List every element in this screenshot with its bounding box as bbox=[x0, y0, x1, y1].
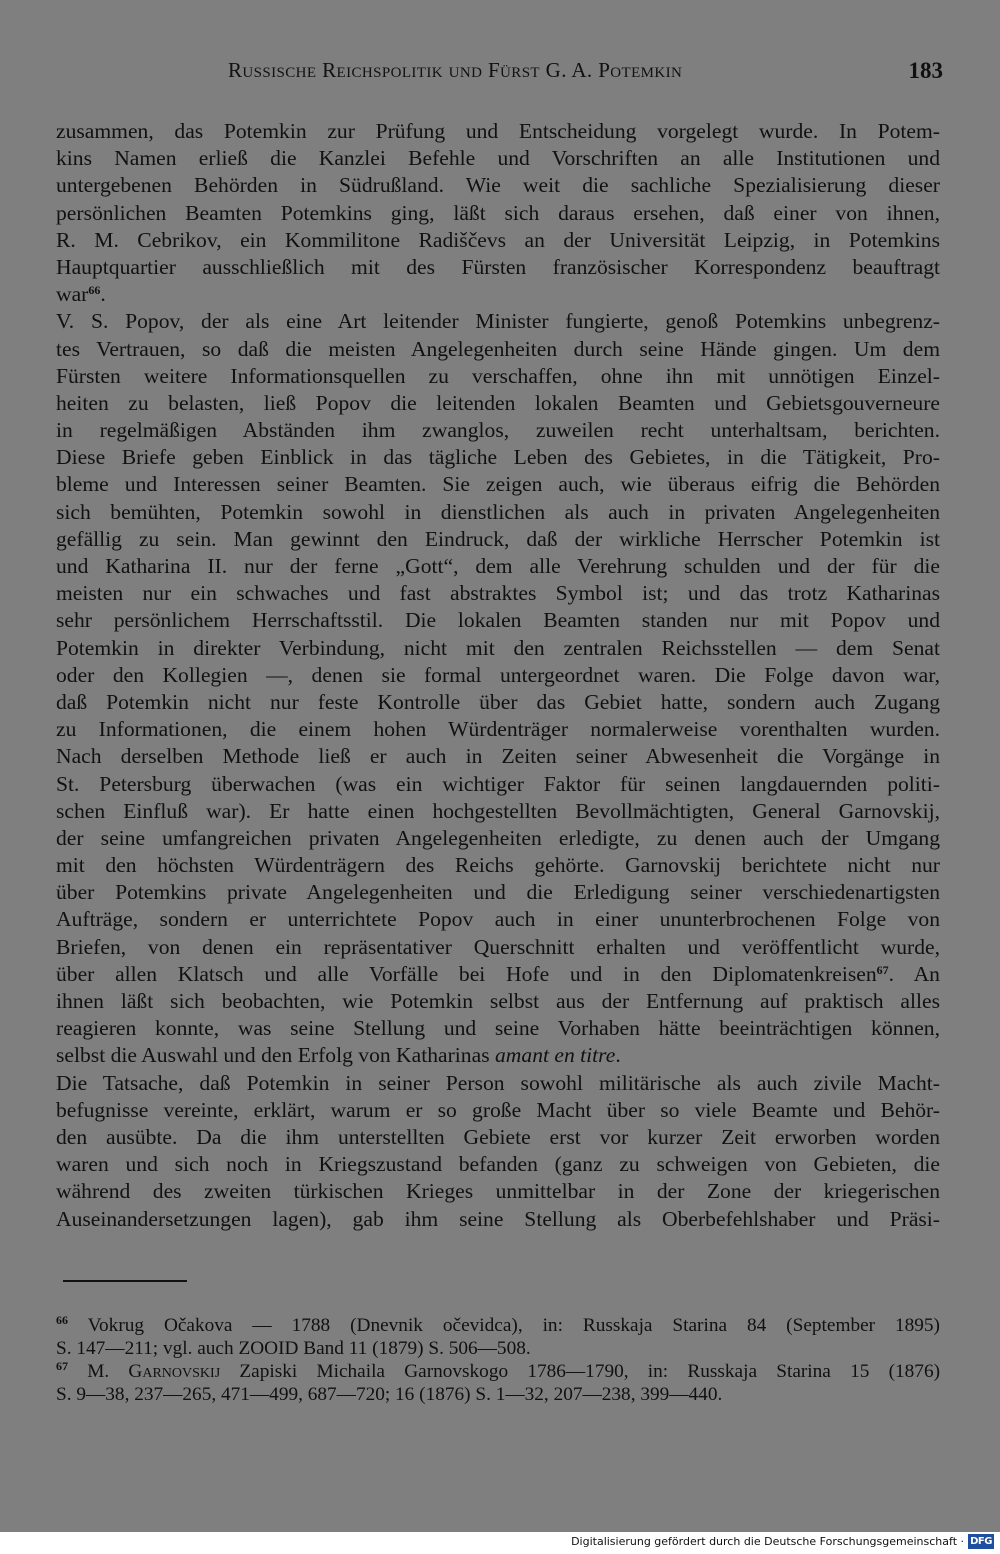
text-line: waren und sich noch in Kriegszustand befanden (ganz zu schweigen von Gebieten, die bbox=[56, 1152, 940, 1177]
text-segment: über allen Klatsch und alle Vorfälle bei Hofe und in den Diplomatenkreisen bbox=[56, 961, 877, 986]
funding-credit: Digitalisierung gefördert durch die Deutsche Forschungsgemeinschaft · bbox=[571, 1535, 964, 1548]
text-line: meisten nur ein schwaches und fast abstraktes Symbol ist; und das trotz Katharinas bbox=[56, 581, 940, 606]
page-number: 183 bbox=[908, 58, 943, 83]
text-line: kins Namen erließ die Kanzlei Befehle und Vorschriften an alle Institutionen und bbox=[56, 146, 940, 171]
running-head bbox=[228, 58, 943, 88]
dfg-logo: DFG bbox=[968, 1534, 994, 1549]
footnotes bbox=[56, 1314, 940, 1406]
footnote-text: Zapiski Michaila Garnovskogo 1786—1790, in: Russkaja Starina 15 (1876) bbox=[220, 1361, 941, 1382]
text-line: Nach derselben Methode ließ er auch in Zeiten seiner Abwesenheit die Vorgänge in bbox=[56, 744, 940, 769]
footnote-marker: 67 bbox=[876, 962, 889, 977]
text-line: während des zweiten türkischen Krieges unmittelbar in der Zone der kriegerischen bbox=[56, 1179, 940, 1204]
text-line bbox=[56, 281, 940, 308]
text-line: den ausübte. Da die ihm unterstellten Gebiete erst vor kurzer Zeit erworben worden bbox=[56, 1124, 940, 1149]
text-segment: . bbox=[615, 1043, 621, 1068]
text-line: ihnen läßt sich beobachten, wie Potemkin selbst aus der Entfernung auf praktisch alles bbox=[56, 989, 940, 1013]
text-line: mit den höchsten Würdenträgern des Reichs gehörte. Garnovskij berichtete nicht nur bbox=[56, 853, 940, 878]
footnote-text: Vokrug Očakova — 1788 (Dnevnik očevidca), in: Russkaja Starina 84 (September 1895) bbox=[87, 1315, 940, 1336]
text-segment: war bbox=[56, 282, 89, 307]
text-line: R. M. Cebrikov, ein Kommilitone Radiščevs an der Universität Leipzig, in Potemkins bbox=[56, 227, 940, 252]
text-line: Potemkin in direkter Verbindung, nicht mit den zentralen Reichsstellen — dem Senat bbox=[56, 635, 940, 660]
body-text bbox=[56, 118, 940, 1233]
text-line: in regelmäßigen Abständen ihm zwanglos, zuweilen recht unterhaltsam, berichten. bbox=[56, 418, 940, 443]
text-line: daß Potemkin nicht nur feste Kontrolle über das Gebiet hatte, sondern auch Zugang bbox=[56, 689, 940, 714]
text-line: tes Vertrauen, so daß die meisten Angelegenheiten durch seine Hände gingen. Um dem bbox=[56, 336, 940, 361]
viewer-footer bbox=[0, 1532, 1000, 1554]
running-title: Russische Reichspolitik und Fürst G. A. Potemkin bbox=[228, 58, 683, 82]
text-line bbox=[56, 1042, 940, 1069]
footnote-66-line: S. 147—211; vgl. auch ZOOID Band 11 (1879) S. 506—508. bbox=[56, 1338, 531, 1359]
text-line: zusammen, das Potemkin zur Prüfung und Entscheidung vorgelegt wurde. In Potem- bbox=[56, 119, 940, 143]
text-line: über Potemkins private Angelegenheiten und die Erledigung seiner verschiedenartigsten bbox=[56, 880, 940, 905]
footnote-author: M. Garnovskij bbox=[87, 1361, 221, 1382]
text-segment: . An bbox=[888, 961, 940, 986]
footnote-marker: 66 bbox=[88, 283, 101, 298]
text-line: untergebenen Behörden in Südrußland. Wie weit die sachliche Spezialisierung dieser bbox=[56, 173, 940, 198]
italic-phrase: amant en titre bbox=[495, 1043, 616, 1068]
text-line: Auseinandersetzungen lagen), gab ihm seine Stellung als Oberbefehlshaber und Präsi- bbox=[56, 1206, 940, 1231]
text-line: persönlichen Beamten Potemkins ging, läßt sich daraus ersehen, daß einer von ihnen, bbox=[56, 200, 940, 225]
text-line: gefällig zu sein. Man gewinnt den Eindruck, daß der wirkliche Herrscher Potemkin ist bbox=[56, 526, 940, 551]
footnote-67-line bbox=[56, 1360, 940, 1383]
text-line bbox=[56, 961, 940, 988]
text-line: Hauptquartier ausschließlich mit des Fürsten französischer Korrespondenz beauftragt bbox=[56, 254, 940, 279]
text-line: befugnisse vereinte, erklärt, warum er so große Macht über so viele Beamte und Behör- bbox=[56, 1097, 940, 1122]
text-line: sehr persönlichem Herrschaftsstil. Die lokalen Beamten standen nur mit Popov und bbox=[56, 608, 940, 633]
text-line: Die Tatsache, daß Potemkin in seiner Person sowohl militärische als auch zivile Macht- bbox=[56, 1070, 940, 1095]
text-line: der seine umfangreichen privaten Angelegenheiten erledigte, zu denen auch der Umgang bbox=[56, 825, 940, 850]
text-line: St. Petersburg überwachen (was ein wichtiger Faktor für seinen langdauernden politi- bbox=[56, 771, 940, 796]
text-line: reagieren konnte, was seine Stellung und seine Vorhaben hätte beeinträchtigen können, bbox=[56, 1016, 940, 1041]
text-segment: . bbox=[100, 282, 106, 307]
text-line: V. S. Popov, der als eine Art leitender Minister fungierte, genoß Potemkins unbegrenz- bbox=[56, 309, 940, 334]
text-line: schen Einfluß war). Er hatte einen hochgestellten Bevollmächtigten, General Garnovskij, bbox=[56, 798, 940, 823]
text-line: heiten zu belasten, ließ Popov die leitenden lokalen Beamten und Gebietsgouverneure bbox=[56, 390, 940, 415]
text-segment: selbst die Auswahl und den Erfolg von Katharinas bbox=[56, 1043, 495, 1068]
text-line: und Katharina II. nur der ferne „Gott“, dem alle Verehrung schulden und der für die bbox=[56, 554, 940, 578]
text-line: Diese Briefe geben Einblick in das tägliche Leben des Gebietes, in die Tätigkeit, Pro- bbox=[56, 445, 940, 470]
text-line: oder den Kollegien —, denen sie formal untergeordnet waren. Die Folge davon war, bbox=[56, 662, 940, 687]
footnote-mark: 66 bbox=[56, 1313, 68, 1327]
text-line: Aufträge, sondern er unterrichtete Popov auch in einer ununterbrochenen Folge von bbox=[56, 907, 940, 932]
footnote-mark: 67 bbox=[56, 1359, 68, 1373]
text-line: bleme und Interessen seiner Beamten. Sie zeigen auch, wie überaus eifrig die Behörden bbox=[56, 472, 940, 497]
footnote-separator bbox=[63, 1280, 187, 1282]
text-line: zu Informationen, die einem hohen Würdenträger normalerweise vorenthalten wurden. bbox=[56, 717, 940, 742]
text-line: Fürsten weitere Informationsquellen zu verschaffen, ohne ihn mit unnötigen Einzel- bbox=[56, 363, 940, 388]
footnote-67-line: S. 9—38, 237—265, 471—499, 687—720; 16 (1876) S. 1—32, 207—238, 399—440. bbox=[56, 1384, 723, 1405]
text-line: sich bemühten, Potemkin sowohl in dienstlichen als auch in privaten Angelegenheiten bbox=[56, 499, 940, 524]
text-line: Briefen, von denen ein repräsentativer Querschnitt erhalten und veröffentlicht wurde, bbox=[56, 934, 940, 959]
footnote-66-line bbox=[56, 1314, 940, 1337]
